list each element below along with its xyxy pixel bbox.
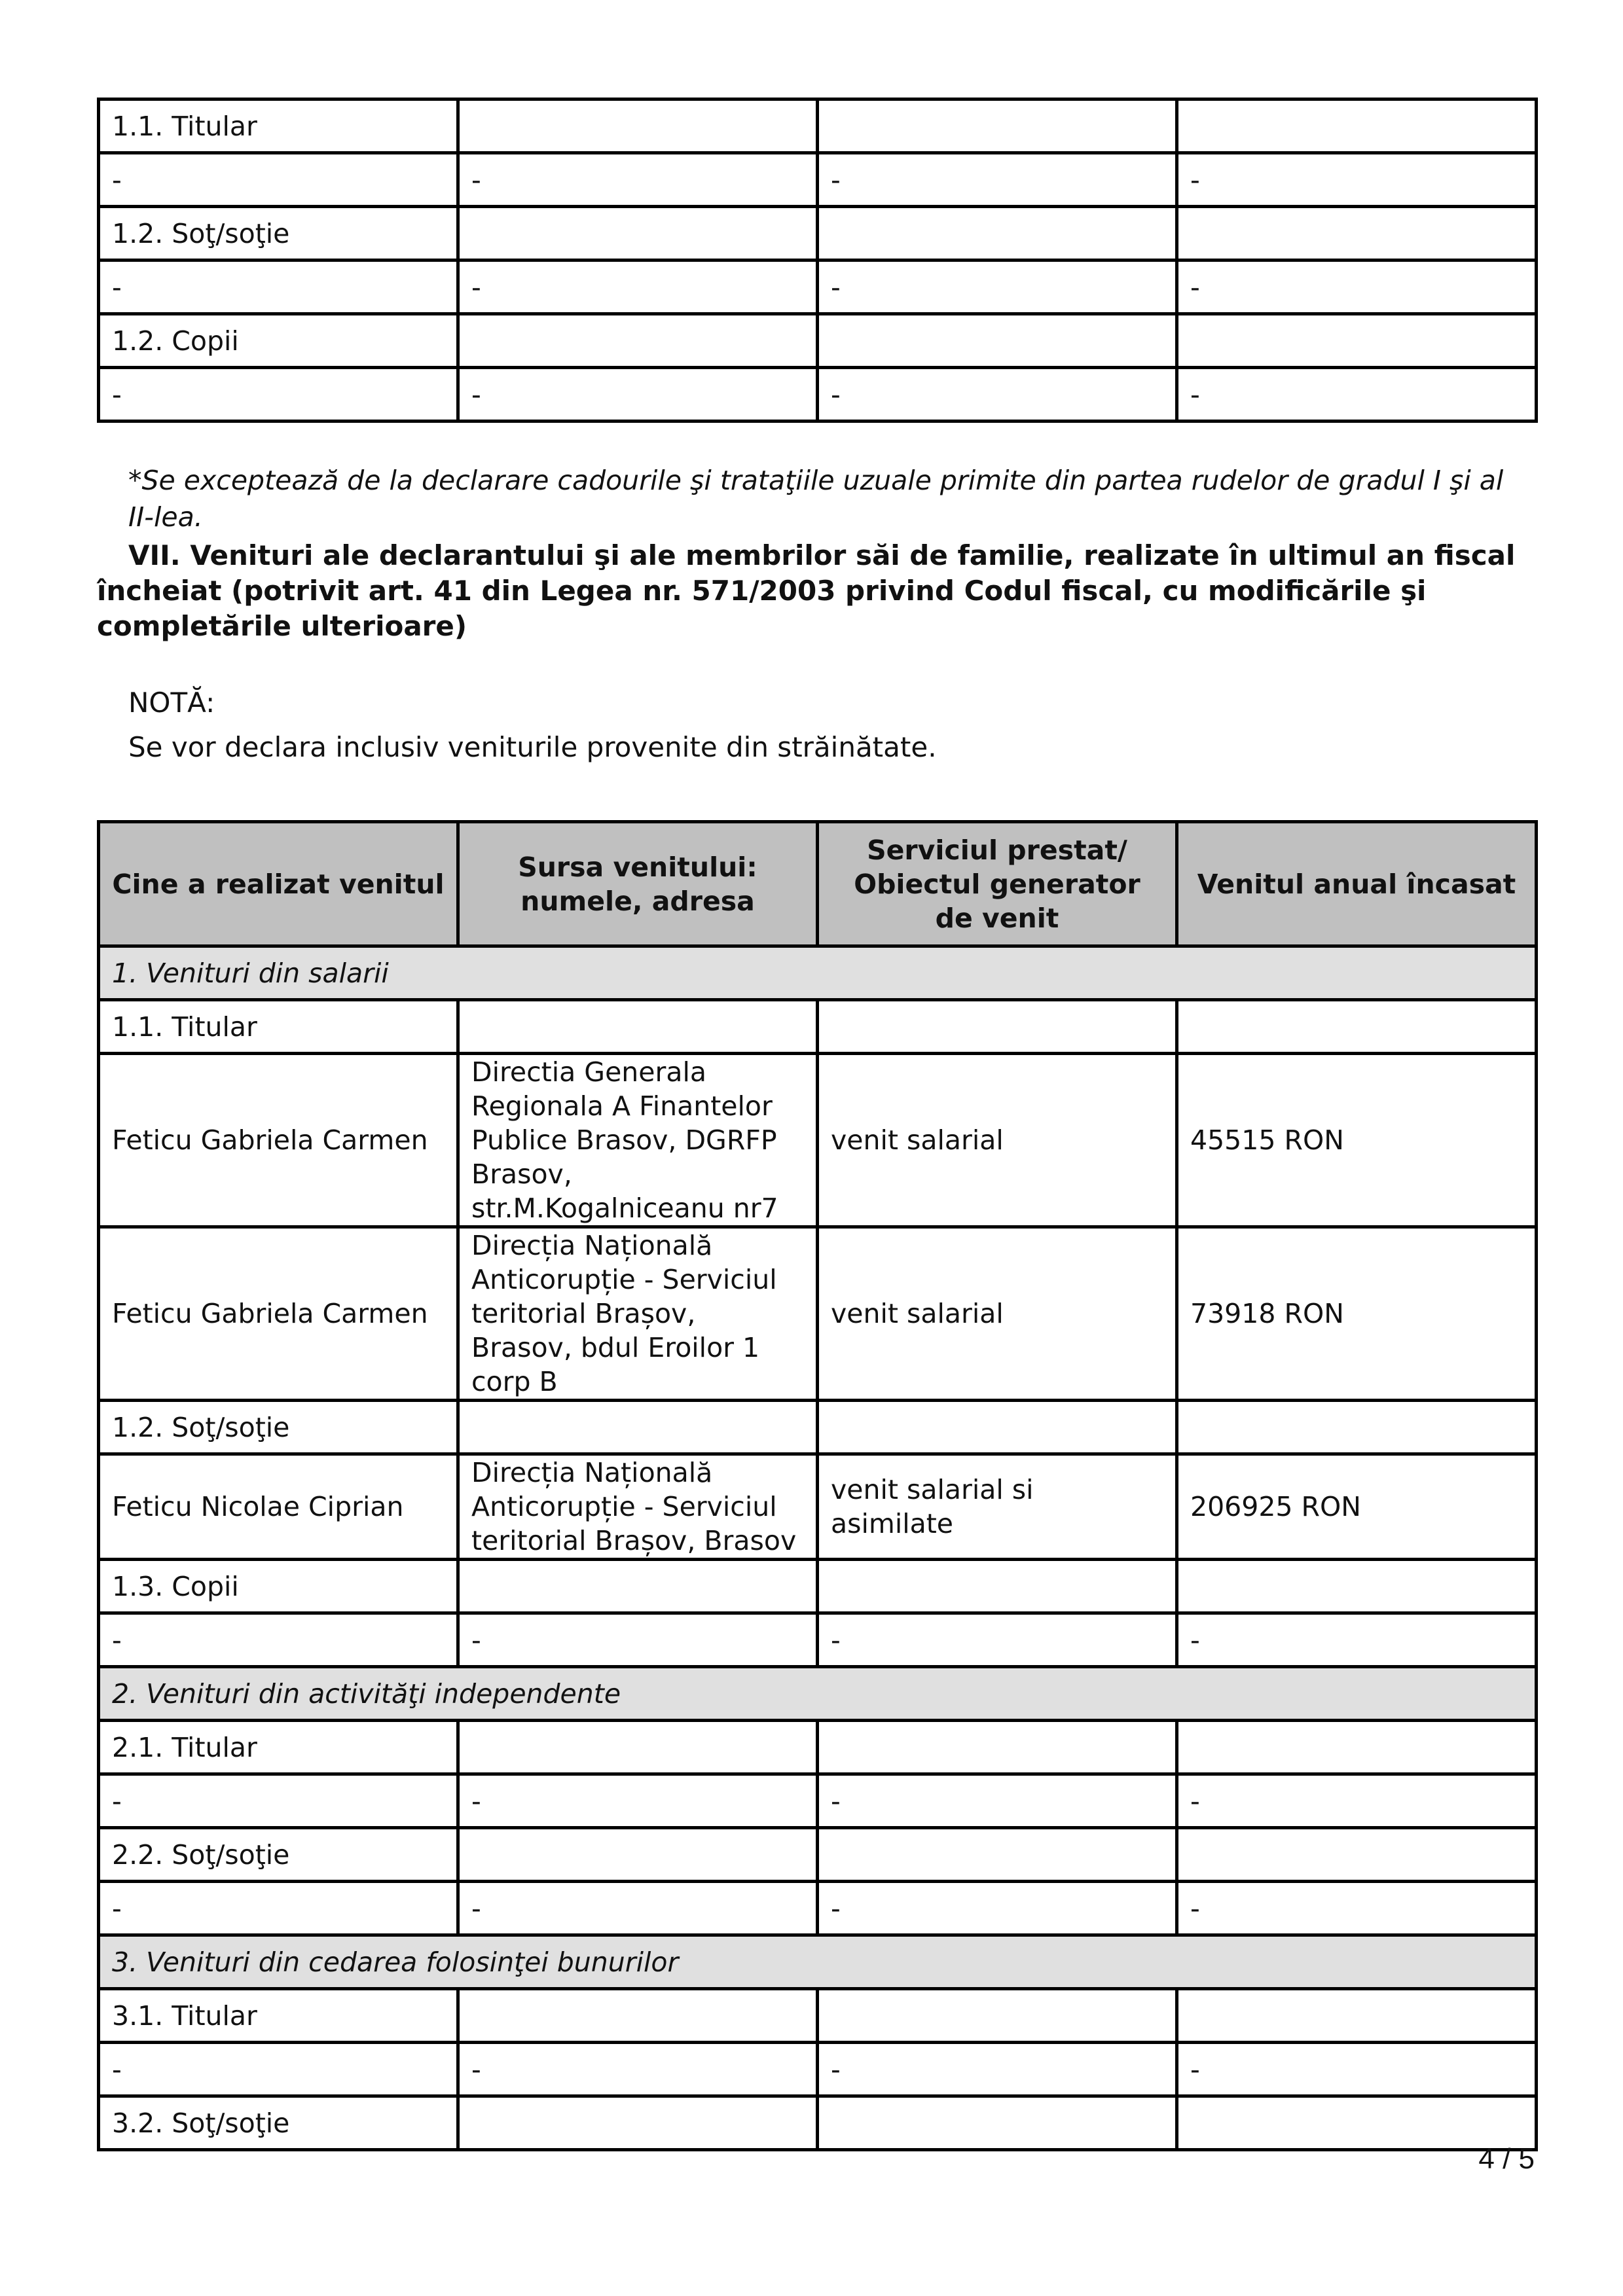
table-cell: 1.1. Titular — [99, 1000, 458, 1054]
table-cell: - — [818, 1613, 1177, 1667]
table-cell — [1177, 207, 1537, 260]
top-table — [97, 98, 1538, 423]
table-row — [99, 1828, 1537, 1882]
table-cell — [818, 2096, 1177, 2150]
table-cell: - — [818, 260, 1177, 314]
table-cell: - — [1177, 260, 1537, 314]
table-cell: - — [99, 1882, 458, 1935]
table-cell — [458, 1721, 818, 1774]
header-who: Cine a realizat venitul — [99, 822, 458, 946]
table-cell: 3.1. Titular — [99, 1989, 458, 2043]
table-row — [99, 1613, 1537, 1667]
section-title: 3. Venituri din cedarea folosinţei bunurilor — [99, 1935, 1537, 1989]
table-cell: - — [99, 1613, 458, 1667]
header-service: Serviciul prestat/ Obiectul generator de venit — [818, 822, 1177, 946]
table-cell: Feticu Nicolae Ciprian — [99, 1454, 458, 1560]
table-row — [99, 314, 1537, 368]
table-cell — [818, 314, 1177, 368]
table-cell: - — [458, 1774, 818, 1828]
table-cell: - — [99, 153, 458, 207]
table-cell: 2.1. Titular — [99, 1721, 458, 1774]
income-table — [97, 820, 1538, 2151]
section-row — [99, 946, 1537, 1000]
header-source: Sursa venitului: numele, adresa — [458, 822, 818, 946]
footnote: *Se exceptează de la declarare cadourile şi trataţiile uzuale primite din partea rudelor de gradul I şi al II-lea. — [128, 465, 1504, 533]
table-cell — [818, 1000, 1177, 1054]
table-cell: Directia Generala Regionala A Finantelor Publice Brasov, DGRFP Brasov, str.M.Kogalniceanu nr7 — [458, 1054, 818, 1227]
table-cell — [458, 2096, 818, 2150]
table-cell: Direcția Națională Anticorupție - Serviciul teritorial Brașov, Brasov — [458, 1454, 818, 1560]
table-cell — [818, 99, 1177, 153]
table-row — [99, 1989, 1537, 2043]
table-cell: venit salarial — [818, 1227, 1177, 1401]
table-cell: - — [99, 260, 458, 314]
table-cell: - — [458, 1882, 818, 1935]
table-cell: - — [458, 1613, 818, 1667]
table-cell: - — [1177, 1613, 1537, 1667]
table-cell: 1.2. Soţ/soţie — [99, 1401, 458, 1454]
table-cell: - — [1177, 2043, 1537, 2096]
table-cell: - — [818, 2043, 1177, 2096]
income-table-header — [99, 822, 1537, 946]
table-cell: - — [458, 260, 818, 314]
table-cell: 1.1. Titular — [99, 99, 458, 153]
table-cell — [818, 1401, 1177, 1454]
table-cell: 3.2. Soţ/soţie — [99, 2096, 458, 2150]
table-cell — [458, 1560, 818, 1613]
table-cell — [1177, 1560, 1537, 1613]
section-row — [99, 1935, 1537, 1989]
table-row — [99, 2043, 1537, 2096]
section-title: 1. Venituri din salarii — [99, 946, 1537, 1000]
table-row — [99, 260, 1537, 314]
table-cell: Feticu Gabriela Carmen — [99, 1227, 458, 1401]
table-row — [99, 1774, 1537, 1828]
table-cell — [458, 1828, 818, 1882]
table-cell — [818, 1989, 1177, 2043]
table-cell — [1177, 314, 1537, 368]
table-row — [99, 207, 1537, 260]
table-cell: - — [1177, 1774, 1537, 1828]
table-row — [99, 99, 1537, 153]
table-cell — [1177, 1989, 1537, 2043]
table-cell: 2.2. Soţ/soţie — [99, 1828, 458, 1882]
table-cell: Feticu Gabriela Carmen — [99, 1054, 458, 1227]
table-cell — [1177, 1721, 1537, 1774]
table-cell — [818, 1721, 1177, 1774]
table-cell: - — [1177, 368, 1537, 422]
table-cell: - — [458, 368, 818, 422]
table-row — [99, 1000, 1537, 1054]
note-label: NOTĂ: — [128, 687, 215, 719]
table-cell: - — [818, 1882, 1177, 1935]
table-cell: 206925 RON — [1177, 1454, 1537, 1560]
table-cell: - — [99, 1774, 458, 1828]
table-cell — [458, 207, 818, 260]
table-cell: venit salarial — [818, 1054, 1177, 1227]
table-cell: - — [1177, 153, 1537, 207]
table-cell: - — [818, 368, 1177, 422]
table-row — [99, 1227, 1537, 1401]
table-row — [99, 153, 1537, 207]
table-cell: Direcția Națională Anticorupție - Serviciul teritorial Brașov, Brasov, bdul Eroilor 1 corp B — [458, 1227, 818, 1401]
table-cell — [458, 1989, 818, 2043]
table-cell: - — [458, 2043, 818, 2096]
table-cell: - — [818, 153, 1177, 207]
table-row — [99, 1560, 1537, 1613]
table-cell — [458, 314, 818, 368]
table-cell — [458, 1401, 818, 1454]
table-cell — [1177, 1000, 1537, 1054]
table-cell — [1177, 1828, 1537, 1882]
table-cell: - — [99, 368, 458, 422]
table-cell — [818, 207, 1177, 260]
table-cell: - — [818, 1774, 1177, 1828]
table-cell — [1177, 99, 1537, 153]
section-heading: VII. Venituri ale declarantului şi ale membrilor săi de familie, realizate în ultimul an fiscal încheiat (potrivit art. 41 din Legea nr. 571/2003 privind Codul fiscal, cu modificările şi completările ulterioare) — [97, 539, 1516, 642]
table-cell: 1.3. Copii — [99, 1560, 458, 1613]
table-row — [99, 1054, 1537, 1227]
table-cell — [818, 1560, 1177, 1613]
table-cell: 45515 RON — [1177, 1054, 1537, 1227]
table-cell: - — [99, 2043, 458, 2096]
table-cell: - — [1177, 1882, 1537, 1935]
section-row — [99, 1667, 1537, 1721]
table-row — [99, 2096, 1537, 2150]
table-cell: 1.2. Soţ/soţie — [99, 207, 458, 260]
note-text: Se vor declara inclusiv veniturile provenite din străinătate. — [128, 731, 937, 763]
table-cell: venit salarial si asimilate — [818, 1454, 1177, 1560]
table-row — [99, 368, 1537, 422]
table-row — [99, 1401, 1537, 1454]
table-cell: - — [458, 153, 818, 207]
table-cell — [458, 1000, 818, 1054]
table-cell — [1177, 2096, 1537, 2150]
header-annual-income: Venitul anual încasat — [1177, 822, 1537, 946]
table-cell — [1177, 1401, 1537, 1454]
page-number: 4 / 5 — [1478, 2143, 1535, 2175]
table-row — [99, 1454, 1537, 1560]
section-title: 2. Venituri din activităţi independente — [99, 1667, 1537, 1721]
table-cell — [818, 1828, 1177, 1882]
table-cell: 73918 RON — [1177, 1227, 1537, 1401]
table-cell — [458, 99, 818, 153]
note — [128, 681, 1503, 770]
table-row — [99, 1882, 1537, 1935]
table-cell: 1.2. Copii — [99, 314, 458, 368]
table-row — [99, 1721, 1537, 1774]
